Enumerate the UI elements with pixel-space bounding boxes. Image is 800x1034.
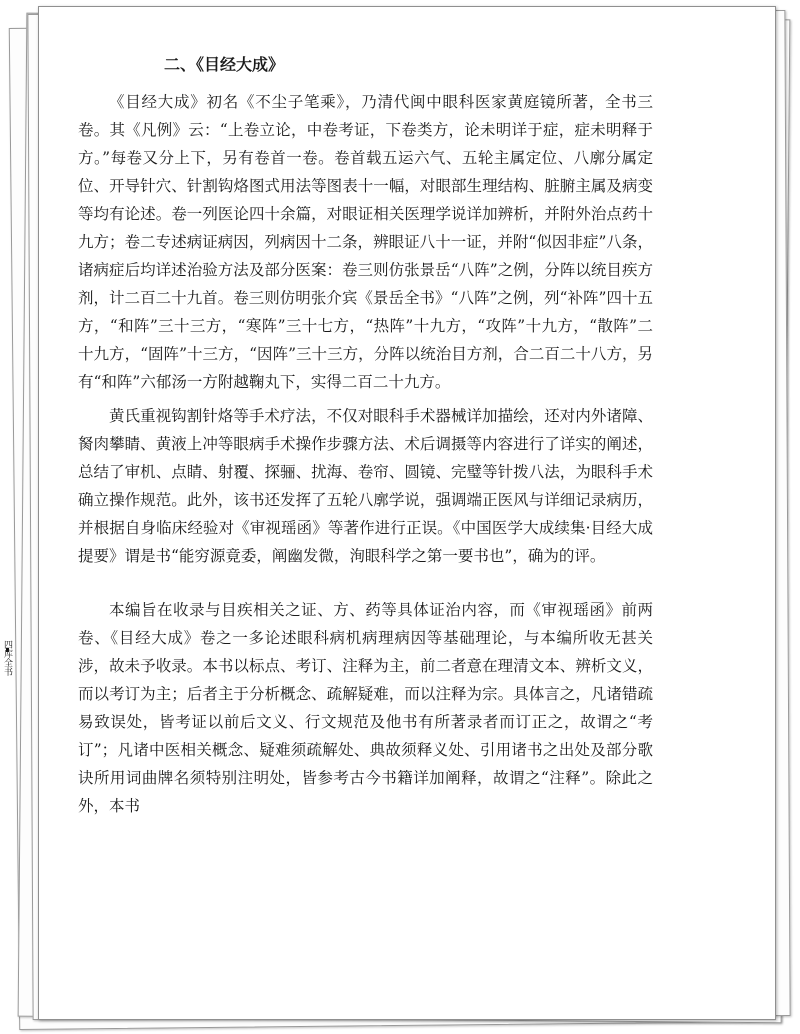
paragraph-2: 黄氏重视钩割针烙等手术疗法，不仅对眼科手术器械详加描绘，还对内外诸障、胬肉攀睛、黄液上冲等眼病手术操作步骤方法、术后调摄等内容进行了详实的阐述，总结了审机、点睛、射覆、探骊、扰海、卷帘、圆镜、完璧等针拨八法，为眼科手术确立操作规范。此外，该书还发挥了五轮八廓学说，强调端正医风与详细记录病历，并根据自身临床经验对《审视瑶函》等著作进行正误。《中国医学大成续集·目经大成提要》谓是书“能穷源竟委，阐幽发微，洵眼科学之第一要书也”，确为的评。 [78, 407, 653, 565]
spine-text: 四库全书 [2, 640, 12, 676]
page-text [78, 52, 653, 820]
paragraph-1: 《目经大成》初名《不尘子笔乘》，乃清代闽中眼科医家黄庭镜所著，全书三卷。其《凡例》云：“上卷立论，中卷考证，下卷类方，论未明详于症，症未明释于方。”每卷又分上下，另有卷首一卷。卷首载五运六气、五轮主属定位、八廓分属定位、开导针穴、针割钩烙图式用法等图表十一幅，对眼部生理结构、脏腑主属及病变等均有论述。卷一列医论四十余篇，对眼证相关医理学说详加辨析，并附外治点药十九方；卷二专述病证病因，列病因十二条，辨眼证八十一证，并附“似因非症”八条，诸病症后均详述治验方法及部分医案：卷三则仿张景岳“八阵”之例，分阵以统目疾方剂，计二百二十九首。卷三则仿明张介宾《景岳全书》“八阵”之例，列“补阵”四十五方，“和阵”三十三方，“寒阵”三十七方，“热阵”十九方，“攻阵”十九方，“散阵”二十九方，“固阵”十三方，“因阵”三十三方，分阵以统治目方剂，合二百二十八方，另有“和阵”六郁汤一方附越鞠丸下，实得二百二十九方。 [78, 93, 653, 391]
paragraph-3: 本编旨在收录与目疾相关之证、方、药等具体证治内容，而《审视瑶函》前两卷、《目经大成》卷之一多论述眼科病机病理病因等基础理论，与本编所收无甚关涉，故未予收录。本书以标点、考订、注释为主，前二者意在理清文本、辨析文义，而以考订为主；后者主于分析概念、疏解疑难，而以注释为宗。具体言之，凡诸错疏易致误处，皆考证以前后文义、行文规范及他书有所著录者而订正之，故谓之“考订”；凡诸中医相关概念、疑难须疏解处、典故须释义处、引用诸书之出处及部分歌诀所用词曲牌名须特别注明处，皆参考古今书籍详加阐释，故谓之“注释”。除此之外，本书 [78, 601, 653, 815]
section-heading: 二、《目经大成》 [164, 55, 285, 74]
